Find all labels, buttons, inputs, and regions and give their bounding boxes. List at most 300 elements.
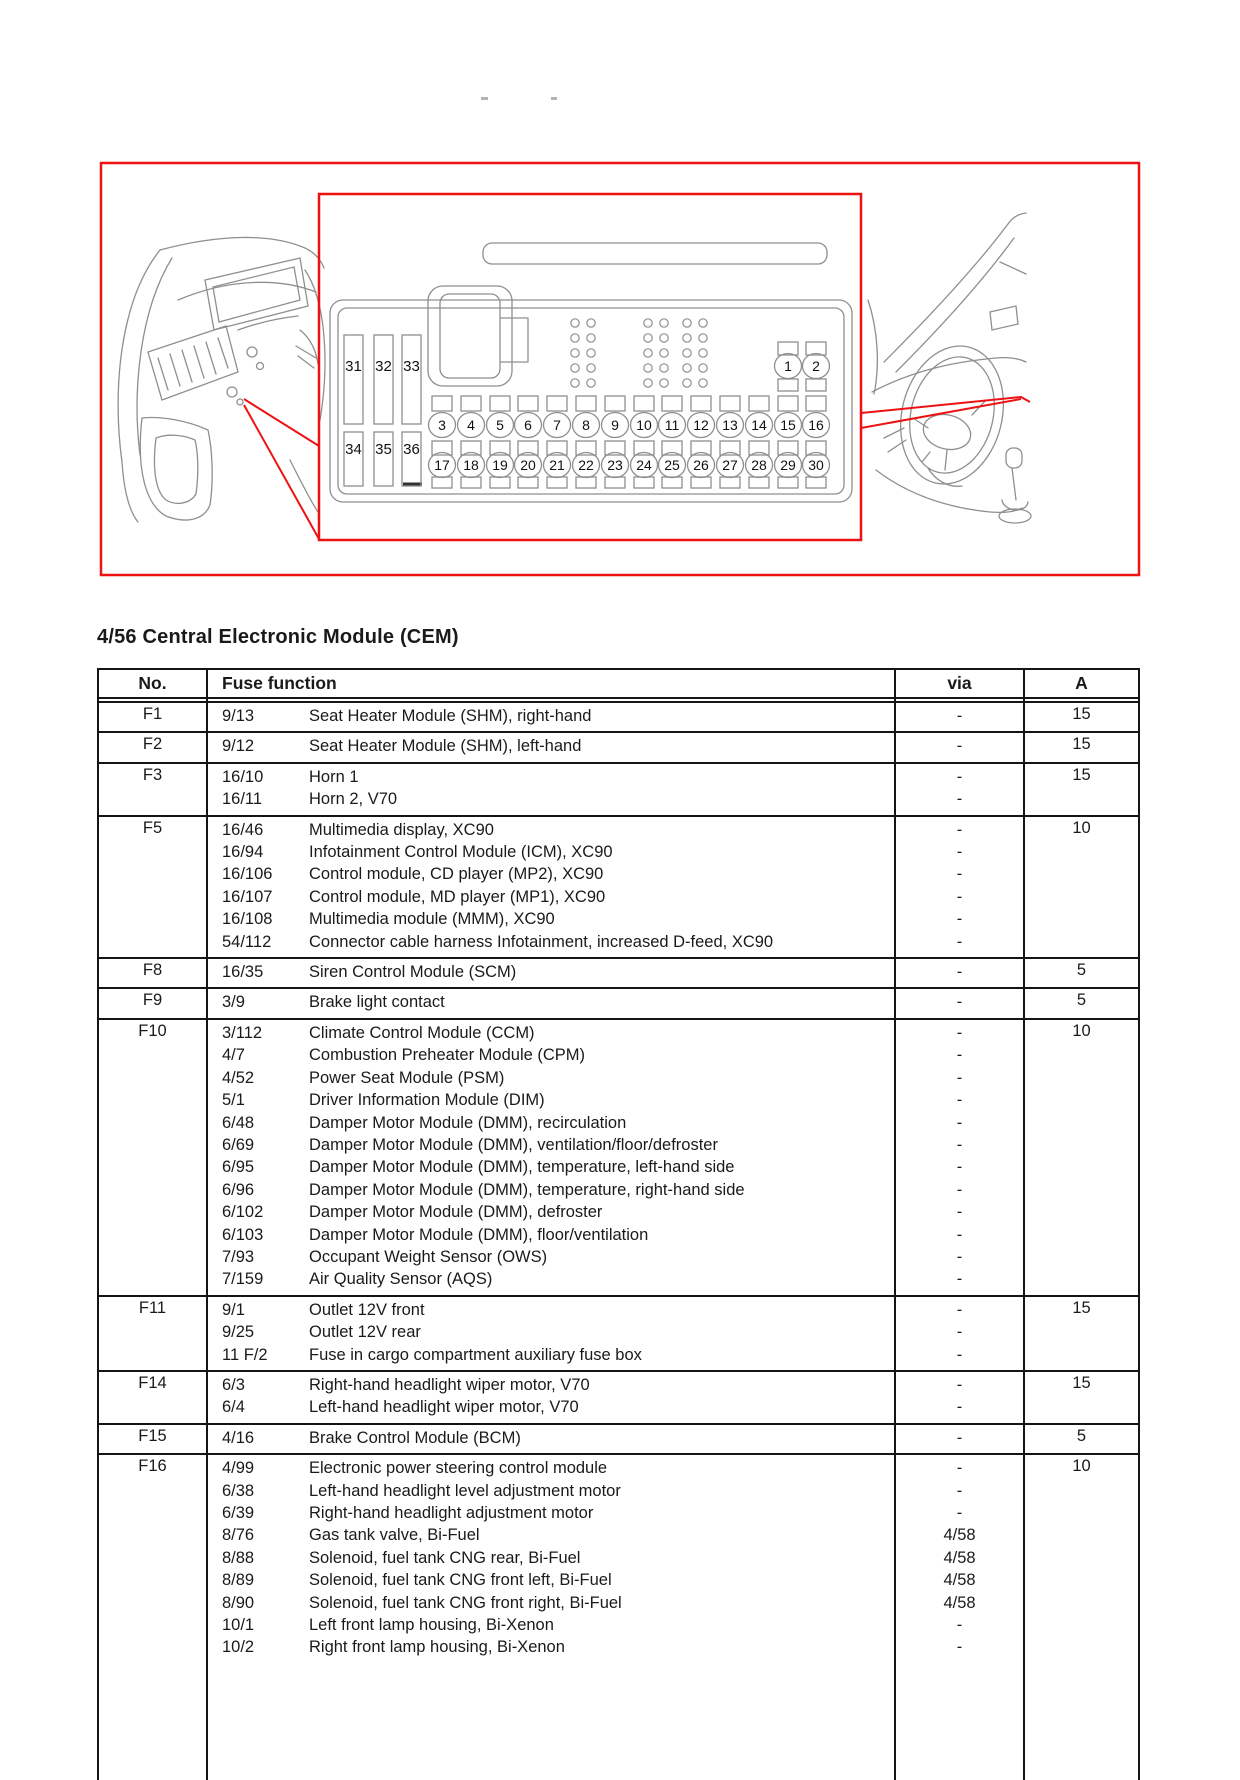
component-desc: Damper Motor Module (DMM), defroster <box>309 1203 603 1222</box>
fuse-number: 6 <box>524 417 532 433</box>
fuse-slot <box>490 477 510 488</box>
fuse-slot <box>461 477 481 488</box>
terminal-dot <box>587 334 595 342</box>
terminal-dot <box>660 334 668 342</box>
via-value: - <box>956 1345 963 1364</box>
fuse-slot <box>634 477 654 488</box>
via-value: - <box>956 932 963 951</box>
fuse-entry <box>208 1112 894 1134</box>
terminal-dot <box>683 379 691 387</box>
via-value: - <box>956 1023 963 1042</box>
fuse-slot <box>662 396 682 411</box>
via-cell <box>896 989 1025 1017</box>
fuse-number: 14 <box>751 417 767 433</box>
component-desc: Right-hand headlight adjustment motor <box>309 1504 594 1522</box>
fuse-entry <box>208 886 894 908</box>
fuse-number: 18 <box>463 457 479 473</box>
component-code: 16/106 <box>222 865 273 884</box>
fuse-entry <box>208 908 894 930</box>
fuse-slot <box>605 396 625 411</box>
terminal-dot <box>644 364 652 372</box>
component-desc: Left-hand headlight level adjustment motor <box>309 1481 621 1500</box>
component-code: 4/52 <box>222 1068 255 1087</box>
component-desc: Brake Control Module (BCM) <box>309 1428 521 1447</box>
terminal-dot <box>699 334 707 342</box>
relay-number: 35 <box>375 441 392 458</box>
via-value: - <box>956 1135 963 1154</box>
fuse-slot <box>490 396 510 411</box>
component-code: 4/7 <box>222 1046 245 1065</box>
fuse-no: F15 <box>99 1425 208 1453</box>
component-code: 6/103 <box>222 1225 264 1244</box>
relay-slots-bottom <box>344 432 421 486</box>
fuse-location-figure <box>0 0 1240 620</box>
via-value: - <box>956 910 963 929</box>
component-desc: Damper Motor Module (DMM), temperature, right-hand side <box>309 1180 745 1199</box>
component-code: 8/89 <box>222 1571 255 1590</box>
fuse-entry <box>208 1067 894 1089</box>
fuse-no: F5 <box>99 817 208 957</box>
component-desc: Brake light contact <box>309 993 445 1012</box>
component-code: 6/39 <box>222 1504 255 1522</box>
via-value: - <box>956 1247 963 1266</box>
via-value: - <box>956 865 963 884</box>
terminal-dot <box>571 364 579 372</box>
component-code: 9/12 <box>222 737 255 756</box>
fuse-slot <box>662 477 682 488</box>
fuse-slot <box>720 396 740 411</box>
terminal-dot <box>683 334 691 342</box>
component-code: 16/108 <box>222 910 273 929</box>
terminal-dot <box>587 349 595 357</box>
component-code: 10/2 <box>222 1638 255 1657</box>
via-value: - <box>956 1323 963 1342</box>
via-value: - <box>956 1398 963 1417</box>
via-cell <box>896 1297 1025 1370</box>
relay-number: 34 <box>345 441 362 458</box>
component-desc: Electronic power steering control module <box>309 1459 608 1478</box>
terminal-dot <box>644 319 652 327</box>
via-value: - <box>956 707 963 725</box>
terminal-dot-grid <box>571 319 707 387</box>
fuse-number: 8 <box>582 417 590 433</box>
via-value: - <box>956 1158 963 1177</box>
relay-number: 36 <box>403 441 420 458</box>
component-code: 6/48 <box>222 1113 255 1132</box>
component-code: 16/107 <box>222 887 273 906</box>
table-row <box>99 1018 1138 1295</box>
fuse-slot <box>634 396 654 411</box>
component-code: 5/1 <box>222 1091 245 1110</box>
fuse-entry <box>208 841 894 863</box>
via-value: - <box>956 1046 963 1065</box>
terminal-dot <box>683 319 691 327</box>
fuse-number: 28 <box>751 457 767 473</box>
component-desc: Seat Heater Module (SHM), right-hand <box>309 707 592 725</box>
component-desc: Control module, MD player (MP1), XC90 <box>309 887 606 906</box>
amp-value: 15 <box>1072 1373 1091 1392</box>
fuse-number: 23 <box>607 457 623 473</box>
component-code: 4/16 <box>222 1428 255 1447</box>
terminal-dot <box>660 349 668 357</box>
via-value: - <box>956 1616 963 1635</box>
component-desc: Outlet 12V rear <box>309 1323 421 1342</box>
fuse-number: 19 <box>492 457 508 473</box>
relay-number: 32 <box>375 358 392 375</box>
component-code: 9/13 <box>222 707 255 725</box>
table-row <box>99 703 1138 731</box>
amp-value: 10 <box>1072 1457 1091 1476</box>
component-code: 4/99 <box>222 1459 255 1478</box>
component-code: 10/1 <box>222 1616 255 1635</box>
component-desc: Seat Heater Module (SHM), left-hand <box>309 737 582 756</box>
component-code: 3/9 <box>222 993 245 1012</box>
table-row <box>99 987 1138 1017</box>
table-row <box>99 762 1138 815</box>
fuse-slot <box>344 335 363 424</box>
component-code: 6/4 <box>222 1398 245 1417</box>
connector-tab <box>500 318 528 362</box>
component-desc: Occupant Weight Sensor (OWS) <box>309 1247 548 1266</box>
relay-number: 33 <box>403 358 420 375</box>
fuse-no: F8 <box>99 959 208 987</box>
fuse-entry <box>208 1374 894 1396</box>
fuse-slot <box>461 396 481 411</box>
fuse-slot <box>806 379 826 391</box>
fuse-function-cell <box>208 817 896 957</box>
fuse-function-cell <box>208 703 896 731</box>
component-desc: Damper Motor Module (DMM), temperature, left-hand side <box>309 1158 735 1177</box>
table-row <box>99 1370 1138 1423</box>
amp-value: 5 <box>1076 991 1087 1010</box>
terminal-dot <box>699 319 707 327</box>
component-desc: Air Quality Sensor (AQS) <box>309 1270 493 1289</box>
via-cell <box>896 703 1025 731</box>
terminal-dot <box>644 349 652 357</box>
via-value: - <box>956 843 963 862</box>
fuse-entry <box>208 766 894 788</box>
right-dashboard-sketch <box>868 213 1031 523</box>
terminal-dot <box>660 319 668 327</box>
via-value: - <box>956 820 963 839</box>
fuse-entry <box>208 1524 894 1546</box>
fuse-number: 21 <box>549 457 565 473</box>
fuse-entry <box>208 1089 894 1111</box>
fuse-entry <box>208 1636 894 1658</box>
fuse-entry <box>208 1344 894 1366</box>
via-cell <box>896 817 1025 957</box>
component-code: 6/102 <box>222 1203 264 1222</box>
via-cell <box>896 733 1025 761</box>
component-desc: Right-hand headlight wiper motor, V70 <box>309 1375 590 1394</box>
fuse-function-cell <box>208 1455 896 1780</box>
table-row <box>99 957 1138 987</box>
via-value: - <box>956 1459 963 1478</box>
amp-value: 15 <box>1072 1298 1091 1317</box>
via-value: - <box>956 1300 963 1319</box>
terminal-dot <box>587 319 595 327</box>
terminal-dot <box>587 379 595 387</box>
via-value: - <box>956 887 963 906</box>
component-desc: Left-hand headlight wiper motor, V70 <box>309 1398 579 1417</box>
fuse-entry <box>208 1457 894 1479</box>
terminal-dot <box>571 379 579 387</box>
fuse-slot <box>402 335 421 424</box>
table-header-row <box>99 670 1138 697</box>
amp-value: 15 <box>1072 735 1091 754</box>
component-desc: Horn 1 <box>309 767 359 786</box>
via-value: - <box>956 963 963 982</box>
via-cell <box>896 764 1025 815</box>
component-desc: Solenoid, fuel tank CNG front right, Bi-Fuel <box>309 1593 622 1612</box>
fuse-slot <box>806 477 826 488</box>
component-desc: Climate Control Module (CCM) <box>309 1023 535 1042</box>
via-value: - <box>956 1068 963 1087</box>
component-desc: Siren Control Module (SCM) <box>309 963 517 982</box>
fuse-no: F16 <box>99 1455 208 1780</box>
fuse-entry <box>208 1022 894 1044</box>
component-code: 7/159 <box>222 1270 264 1289</box>
component-desc: Driver Information Module (DIM) <box>309 1091 545 1110</box>
fuse-number: 25 <box>664 457 680 473</box>
fuse-number: 1 <box>784 358 792 374</box>
fuse-slot <box>749 477 769 488</box>
table-row <box>99 1295 1138 1370</box>
via-value: - <box>956 1113 963 1132</box>
fuse-entry <box>208 1246 894 1268</box>
via-value: - <box>956 1270 963 1289</box>
via-value: - <box>956 1375 963 1394</box>
fuse-entry <box>208 788 894 810</box>
fuse-row-3-16 <box>429 396 830 455</box>
fuse-number: 20 <box>520 457 536 473</box>
fuse-entry <box>208 705 894 727</box>
fuse-entry <box>208 1569 894 1591</box>
amp-value: 15 <box>1072 705 1091 723</box>
fuse-entry <box>208 991 894 1013</box>
fuse-slot <box>778 379 798 391</box>
component-desc: Multimedia module (MMM), XC90 <box>309 910 555 929</box>
terminal-dot <box>571 334 579 342</box>
relay-slots-top <box>344 335 421 424</box>
header-amp: A <box>1075 673 1088 693</box>
fuse-slot <box>691 396 711 411</box>
fuse-slot <box>806 396 826 411</box>
component-desc: Gas tank valve, Bi-Fuel <box>309 1526 480 1545</box>
via-cell <box>896 1455 1025 1780</box>
fuse-number: 10 <box>636 417 652 433</box>
component-desc: Damper Motor Module (DMM), floor/ventilation <box>309 1225 649 1244</box>
component-desc: Connector cable harness Infotainment, increased D-feed, XC90 <box>309 932 774 951</box>
fuse-slot <box>778 477 798 488</box>
amp-value: 5 <box>1076 1426 1087 1445</box>
fuse-function-cell <box>208 1372 896 1423</box>
component-desc: Horn 2, V70 <box>309 790 398 809</box>
via-value: 4/58 <box>943 1548 976 1567</box>
fuse-entry <box>208 1201 894 1223</box>
terminal-dot <box>660 379 668 387</box>
header-no: No. <box>99 670 208 697</box>
fuse-no: F2 <box>99 733 208 761</box>
fuse-slot <box>778 396 798 411</box>
via-value: - <box>956 1203 963 1222</box>
component-code: 11 F/2 <box>222 1345 268 1364</box>
component-code: 8/76 <box>222 1526 255 1545</box>
fuse-entry <box>208 1179 894 1201</box>
fuse-entry <box>208 1224 894 1246</box>
fuse-entry <box>208 1480 894 1502</box>
header-function: Fuse function <box>208 670 896 697</box>
fuse-no: F10 <box>99 1020 208 1295</box>
fuse-number: 15 <box>780 417 796 433</box>
fuse-number: 13 <box>722 417 738 433</box>
fuse-table <box>97 668 1140 1780</box>
component-desc: Left front lamp housing, Bi-Xenon <box>309 1616 554 1635</box>
fuse-entry <box>208 735 894 757</box>
terminal-dot <box>699 364 707 372</box>
via-value: - <box>956 790 963 809</box>
left-dashboard-sketch <box>118 237 325 522</box>
fuse-no: F3 <box>99 764 208 815</box>
terminal-dot <box>683 364 691 372</box>
component-desc: Damper Motor Module (DMM), recirculation <box>309 1113 627 1132</box>
via-value: - <box>956 1428 963 1447</box>
component-desc: Damper Motor Module (DMM), ventilation/floor/defroster <box>309 1135 718 1154</box>
fuse-entry <box>208 1547 894 1569</box>
component-code: 8/90 <box>222 1593 255 1612</box>
fuse-entry <box>208 1396 894 1418</box>
fuse-no: F11 <box>99 1297 208 1370</box>
via-value: - <box>956 1481 963 1500</box>
via-value: - <box>956 1504 963 1522</box>
amp-value: 5 <box>1076 961 1087 980</box>
terminal-dot <box>699 349 707 357</box>
table-row <box>99 1423 1138 1453</box>
component-code: 16/94 <box>222 843 264 862</box>
component-code: 6/95 <box>222 1158 255 1177</box>
terminal-dot <box>644 379 652 387</box>
fuse-row-17-30 <box>429 453 830 489</box>
fuse-slot <box>432 477 452 488</box>
component-desc: Solenoid, fuel tank CNG front left, Bi-Fuel <box>309 1571 612 1590</box>
fuse-entry <box>208 931 894 953</box>
terminal-dot <box>683 349 691 357</box>
component-code: 16/11 <box>222 790 263 809</box>
component-desc: Combustion Preheater Module (CPM) <box>309 1046 586 1065</box>
fuse-function-cell <box>208 959 896 987</box>
via-value: - <box>956 1225 963 1244</box>
fuse-slot <box>374 335 393 424</box>
component-code: 6/38 <box>222 1481 255 1500</box>
via-value: - <box>956 1180 963 1199</box>
fuse-entry <box>208 961 894 983</box>
component-code: 16/46 <box>222 820 264 839</box>
fuse-entry <box>208 863 894 885</box>
component-desc: Outlet 12V front <box>309 1300 425 1319</box>
fuse-entry <box>208 1427 894 1449</box>
fuse-no: F9 <box>99 989 208 1017</box>
fuse-no: F1 <box>99 703 208 731</box>
fuse-slot <box>547 477 567 488</box>
fuse-entry <box>208 1614 894 1636</box>
fuse-entry <box>208 1592 894 1614</box>
fuse-slot <box>518 477 538 488</box>
section-title: 4/56 Central Electronic Module (CEM) <box>97 626 459 648</box>
fuse-function-cell <box>208 1020 896 1295</box>
table-row <box>99 731 1138 761</box>
component-code: 3/112 <box>222 1023 263 1042</box>
fuse-function-cell <box>208 989 896 1017</box>
table-row <box>99 815 1138 957</box>
fuse-slot <box>605 477 625 488</box>
fuse-number: 5 <box>496 417 504 433</box>
fuse-slot <box>432 396 452 411</box>
component-code: 9/25 <box>222 1323 255 1342</box>
fuse-row-1-2 <box>775 342 830 391</box>
component-code: 6/3 <box>222 1375 245 1394</box>
fuse-number: 2 <box>812 358 820 374</box>
fuse-function-cell <box>208 1425 896 1453</box>
component-desc: Solenoid, fuel tank CNG rear, Bi-Fuel <box>309 1548 581 1567</box>
fuse-number: 16 <box>808 417 824 433</box>
fuse-entry <box>208 1156 894 1178</box>
via-value: - <box>956 993 963 1012</box>
fuse-entry <box>208 1268 894 1290</box>
component-desc: Multimedia display, XC90 <box>309 820 494 839</box>
terminal-dot <box>644 334 652 342</box>
via-value: 4/58 <box>943 1593 976 1612</box>
component-code: 6/96 <box>222 1180 255 1199</box>
amp-value: 10 <box>1072 1021 1091 1040</box>
fuse-number: 17 <box>434 457 450 473</box>
component-desc: Infotainment Control Module (ICM), XC90 <box>309 843 613 862</box>
component-desc: Power Seat Module (PSM) <box>309 1068 505 1087</box>
component-code: 16/35 <box>222 963 264 982</box>
fuse-number: 3 <box>438 417 446 433</box>
fuse-slot <box>691 477 711 488</box>
terminal-dot <box>571 319 579 327</box>
via-value: - <box>956 767 963 786</box>
component-desc: Fuse in cargo compartment auxiliary fuse box <box>309 1345 642 1364</box>
via-cell <box>896 1425 1025 1453</box>
fuse-function-cell <box>208 1297 896 1370</box>
via-value: 4/58 <box>943 1571 976 1590</box>
component-desc: Control module, CD player (MP2), XC90 <box>309 865 604 884</box>
fuse-entry <box>208 1299 894 1321</box>
fuse-number: 12 <box>693 417 709 433</box>
component-desc: Right front lamp housing, Bi-Xenon <box>309 1638 565 1657</box>
fuse-number: 11 <box>664 417 680 433</box>
terminal-dot <box>660 364 668 372</box>
fuse-number: 22 <box>578 457 594 473</box>
fuse-number: 29 <box>780 457 796 473</box>
fuse-slot <box>547 396 567 411</box>
via-value: - <box>956 737 963 756</box>
fuse-slot <box>749 396 769 411</box>
via-value: - <box>956 1091 963 1110</box>
table-row <box>99 1453 1138 1780</box>
amp-value: 15 <box>1072 765 1091 784</box>
fuse-slot <box>720 477 740 488</box>
fuse-function-cell <box>208 764 896 815</box>
terminal-dot <box>571 349 579 357</box>
component-code: 7/93 <box>222 1247 255 1266</box>
fuse-number: 30 <box>808 457 824 473</box>
fuse-entry <box>208 1044 894 1066</box>
fuse-entry <box>208 1321 894 1343</box>
component-code: 9/1 <box>222 1300 245 1319</box>
component-code: 8/88 <box>222 1548 255 1567</box>
